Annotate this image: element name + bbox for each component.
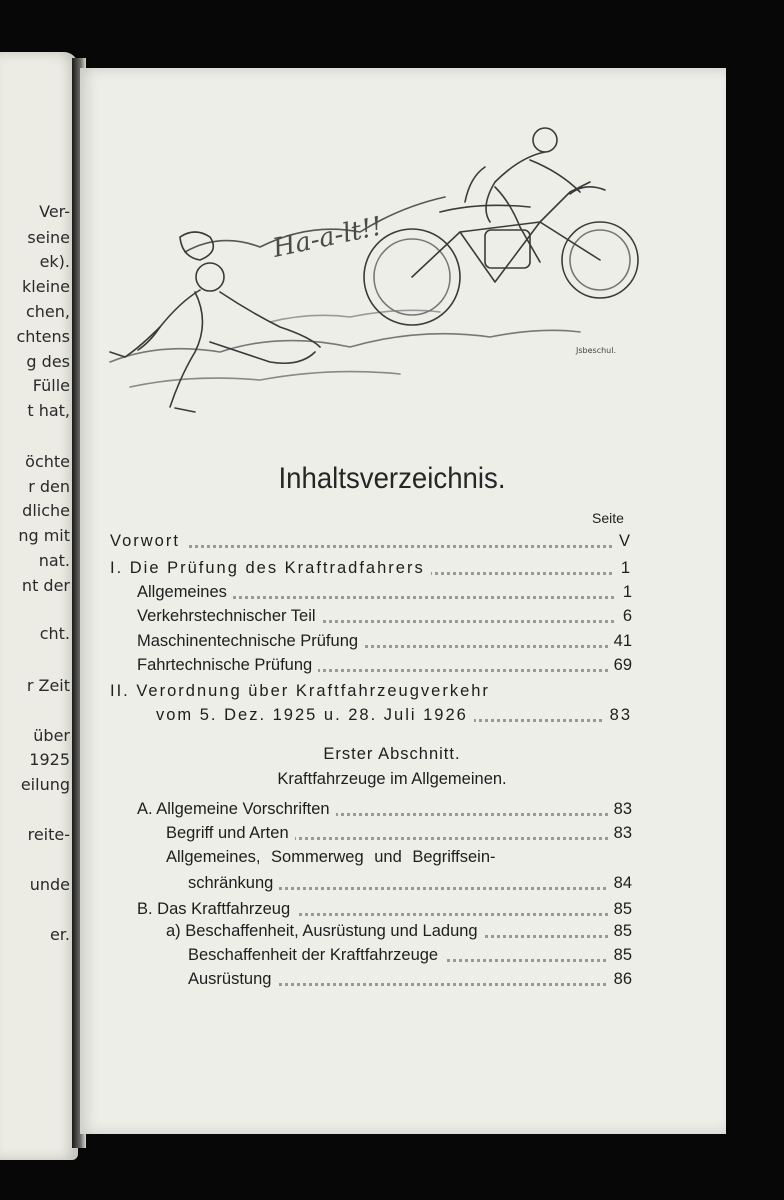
- left-text-fragment: er.: [49, 925, 70, 944]
- toc-entry: [166, 822, 632, 844]
- toc-entry-label: Begriff und Arten: [166, 824, 295, 842]
- toc-entry: [110, 680, 632, 702]
- toc-entry-page: 85: [608, 944, 632, 966]
- left-text-fragment: öchte: [25, 452, 70, 471]
- toc-entry-page: 6: [617, 605, 632, 627]
- left-text-fragment: Fülle: [32, 376, 70, 395]
- toc-entry-label: a) Beschaffenheit, Ausrüstung und Ladung: [166, 922, 484, 940]
- left-text-fragment: über: [33, 726, 70, 745]
- left-text-fragment: Ver-: [39, 202, 70, 221]
- toc-entry: [110, 530, 632, 552]
- toc-entry-label: Vorwort: [110, 532, 186, 550]
- toc-entry: [137, 605, 632, 627]
- left-text-fragment: chtens: [16, 327, 70, 346]
- toc-entry: [188, 968, 632, 990]
- left-text-fragment: chen,: [25, 302, 70, 321]
- toc-entry-page: 1: [617, 581, 632, 603]
- artist-signature: Jsbeschul.: [576, 346, 616, 355]
- left-text-fragment: seine: [27, 228, 70, 247]
- toc-entry-page: 86: [608, 968, 632, 990]
- left-text-fragment: reite-: [27, 825, 70, 844]
- toc-entry-label: II. Verordnung über Kraftfahrzeugverkehr: [110, 682, 496, 700]
- page-column-header: Seite: [592, 510, 624, 526]
- toc-entry: [137, 654, 632, 676]
- toc-entry-label: Allgemeines, Sommerweg und Begriffsein-: [166, 848, 502, 866]
- left-text-fragment: unde: [29, 875, 70, 894]
- toc-entry-page: 1: [615, 557, 632, 579]
- left-page: [0, 52, 78, 1160]
- left-text-fragment: r den: [28, 477, 70, 496]
- toc-entry-label: Allgemeines: [137, 583, 233, 601]
- toc-entry: [188, 872, 632, 894]
- toc-title: Inhaltsverzeichnis.: [278, 462, 506, 495]
- toc-entry: [137, 898, 632, 920]
- left-text-fragment: nat.: [38, 551, 70, 570]
- left-text-fragment: nt der: [21, 576, 70, 595]
- toc-entry-page: V: [613, 530, 632, 552]
- toc-entry-page: 83: [608, 798, 632, 820]
- toc-entry-label: A. Allgemeine Vorschriften: [137, 800, 336, 818]
- toc-entry-label: Fahrtechnische Prüfung: [137, 656, 318, 674]
- toc-entry: [188, 944, 632, 966]
- left-text-fragment: g des: [26, 352, 70, 371]
- left-text-fragment: 1925: [29, 750, 70, 769]
- toc-entry: [110, 557, 632, 579]
- toc-entry-label: I. Die Prüfung des Kraftradfahrers: [110, 559, 431, 577]
- left-text-fragment: r Zeit: [26, 676, 70, 695]
- section-heading: Erster Abschnitt.: [323, 745, 461, 763]
- toc-entry-page: 69: [608, 654, 632, 676]
- toc-entry-label: Maschinentechnische Prüfung: [137, 632, 364, 650]
- toc-entry-page: 41: [608, 630, 632, 652]
- toc-entry-page: 85: [608, 898, 632, 920]
- left-text-fragment: dliche: [22, 501, 70, 520]
- toc-entry-page: 83: [608, 822, 632, 844]
- toc-entry: [166, 920, 632, 942]
- dot-leader: [110, 545, 632, 548]
- left-text-fragment: ng mit: [18, 526, 70, 545]
- toc-entry-label: vom 5. Dez. 1925 u. 28. Juli 1926: [156, 706, 474, 724]
- toc-entry-label: Beschaffenheit der Kraftfahrzeuge: [188, 946, 444, 964]
- left-text-fragment: cht.: [39, 624, 70, 643]
- left-text-fragment: eilung: [20, 775, 70, 794]
- toc-entry: [137, 798, 632, 820]
- left-text-fragment: ek).: [39, 252, 70, 271]
- toc-entry-label: Ausrüstung: [188, 970, 277, 988]
- toc-entry-page: 83: [604, 704, 632, 726]
- toc-entry-page: 85: [608, 920, 632, 942]
- toc-entry-label: B. Das Kraftfahrzeug: [137, 900, 296, 918]
- toc-entry-label: schränkung: [188, 874, 279, 892]
- section-subheading: Kraftfahrzeuge im Allgemeinen.: [277, 770, 507, 788]
- left-text-fragment: t hat,: [27, 401, 70, 420]
- motorcycle-illustration: [100, 112, 640, 430]
- toc-entry-page: 84: [608, 872, 632, 894]
- shout-text: Ha-a-lt!!: [270, 211, 385, 264]
- toc-entry-label: Verkehrstechnischer Teil: [137, 607, 322, 625]
- toc-entry: [137, 630, 632, 652]
- toc-entry: [137, 581, 632, 603]
- toc-entry: [166, 846, 632, 868]
- left-text-fragment: kleine: [22, 277, 70, 296]
- toc-entry: [156, 704, 632, 726]
